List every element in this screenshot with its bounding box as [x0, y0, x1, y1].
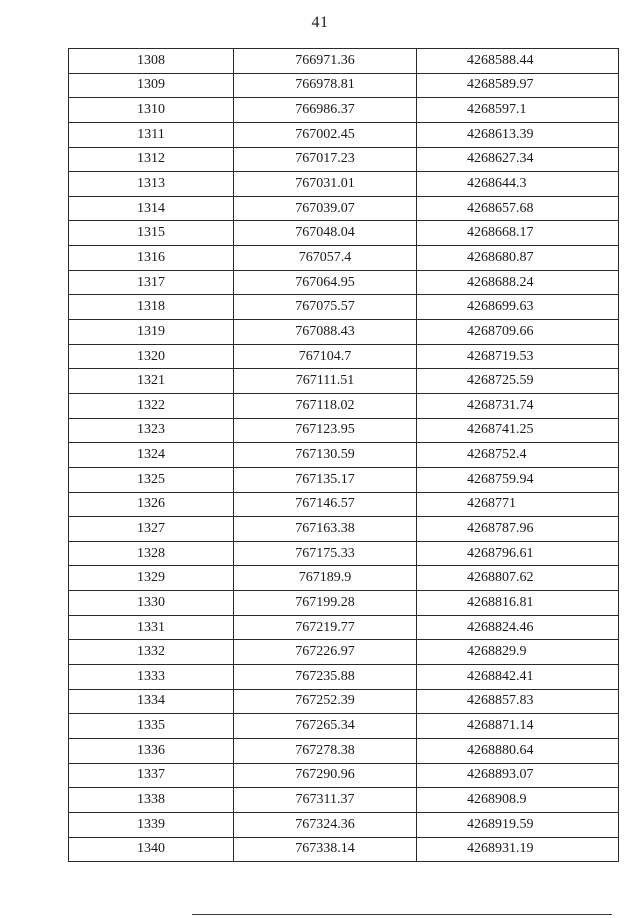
y-coordinate-cell: 4268842.41 — [417, 665, 619, 690]
y-coordinate-cell: 4268796.61 — [417, 541, 619, 566]
table-row — [69, 320, 619, 345]
x-coordinate-cell: 767265.34 — [234, 714, 417, 739]
point-number-cell: 1339 — [69, 812, 234, 837]
table-row — [69, 467, 619, 492]
x-coordinate-cell: 767048.04 — [234, 221, 417, 246]
point-number-cell: 1325 — [69, 467, 234, 492]
x-coordinate-cell: 766971.36 — [234, 49, 417, 74]
x-coordinate-cell: 767252.39 — [234, 689, 417, 714]
y-coordinate-cell: 4268824.46 — [417, 615, 619, 640]
point-number-cell: 1314 — [69, 196, 234, 221]
x-coordinate-cell: 767057.4 — [234, 246, 417, 271]
x-coordinate-cell: 767135.17 — [234, 467, 417, 492]
coordinates-table — [68, 48, 619, 862]
x-coordinate-cell: 767311.37 — [234, 788, 417, 813]
y-coordinate-cell: 4268893.07 — [417, 763, 619, 788]
table-row — [69, 714, 619, 739]
point-number-cell: 1329 — [69, 566, 234, 591]
table-row — [69, 49, 619, 74]
y-coordinate-cell: 4268644.3 — [417, 172, 619, 197]
y-coordinate-cell: 4268597.1 — [417, 98, 619, 123]
point-number-cell: 1328 — [69, 541, 234, 566]
point-number-cell: 1324 — [69, 443, 234, 468]
table-row — [69, 738, 619, 763]
point-number-cell: 1310 — [69, 98, 234, 123]
y-coordinate-cell: 4268668.17 — [417, 221, 619, 246]
point-number-cell: 1334 — [69, 689, 234, 714]
point-number-cell: 1316 — [69, 246, 234, 271]
table-row — [69, 541, 619, 566]
x-coordinate-cell: 767017.23 — [234, 147, 417, 172]
x-coordinate-cell: 767123.95 — [234, 418, 417, 443]
y-coordinate-cell: 4268771 — [417, 492, 619, 517]
y-coordinate-cell: 4268688.24 — [417, 270, 619, 295]
point-number-cell: 1335 — [69, 714, 234, 739]
table-row — [69, 344, 619, 369]
point-number-cell: 1338 — [69, 788, 234, 813]
y-coordinate-cell: 4268857.83 — [417, 689, 619, 714]
y-coordinate-cell: 4268829.9 — [417, 640, 619, 665]
y-coordinate-cell: 4268871.14 — [417, 714, 619, 739]
point-number-cell: 1333 — [69, 665, 234, 690]
x-coordinate-cell: 767031.01 — [234, 172, 417, 197]
point-number-cell: 1322 — [69, 393, 234, 418]
table-row — [69, 640, 619, 665]
table-row — [69, 172, 619, 197]
point-number-cell: 1313 — [69, 172, 234, 197]
point-number-cell: 1337 — [69, 763, 234, 788]
table-row — [69, 246, 619, 271]
y-coordinate-cell: 4268919.59 — [417, 812, 619, 837]
x-coordinate-cell: 767219.77 — [234, 615, 417, 640]
x-coordinate-cell: 767075.57 — [234, 295, 417, 320]
table-row — [69, 443, 619, 468]
y-coordinate-cell: 4268719.53 — [417, 344, 619, 369]
bottom-divider — [192, 914, 612, 915]
point-number-cell: 1308 — [69, 49, 234, 74]
y-coordinate-cell: 4268627.34 — [417, 147, 619, 172]
x-coordinate-cell: 767064.95 — [234, 270, 417, 295]
y-coordinate-cell: 4268908.9 — [417, 788, 619, 813]
table-row — [69, 196, 619, 221]
x-coordinate-cell: 767104.7 — [234, 344, 417, 369]
y-coordinate-cell: 4268880.64 — [417, 738, 619, 763]
x-coordinate-cell: 767118.02 — [234, 393, 417, 418]
table-row — [69, 147, 619, 172]
point-number-cell: 1312 — [69, 147, 234, 172]
x-coordinate-cell: 767039.07 — [234, 196, 417, 221]
point-number-cell: 1340 — [69, 837, 234, 862]
x-coordinate-cell: 767278.38 — [234, 738, 417, 763]
table-row — [69, 615, 619, 640]
y-coordinate-cell: 4268807.62 — [417, 566, 619, 591]
y-coordinate-cell: 4268752.4 — [417, 443, 619, 468]
table-row — [69, 393, 619, 418]
x-coordinate-cell: 767175.33 — [234, 541, 417, 566]
point-number-cell: 1317 — [69, 270, 234, 295]
page-number: 41 — [311, 14, 329, 31]
table-row — [69, 812, 619, 837]
x-coordinate-cell: 767199.28 — [234, 591, 417, 616]
y-coordinate-cell: 4268680.87 — [417, 246, 619, 271]
y-coordinate-cell: 4268613.39 — [417, 122, 619, 147]
x-coordinate-cell: 767226.97 — [234, 640, 417, 665]
y-coordinate-cell: 4268725.59 — [417, 369, 619, 394]
coordinates-table-body — [69, 49, 619, 862]
x-coordinate-cell: 767088.43 — [234, 320, 417, 345]
point-number-cell: 1326 — [69, 492, 234, 517]
y-coordinate-cell: 4268699.63 — [417, 295, 619, 320]
point-number-cell: 1319 — [69, 320, 234, 345]
y-coordinate-cell: 4268657.68 — [417, 196, 619, 221]
x-coordinate-cell: 767163.38 — [234, 517, 417, 542]
table-row — [69, 591, 619, 616]
x-coordinate-cell: 767235.88 — [234, 665, 417, 690]
x-coordinate-cell: 767324.36 — [234, 812, 417, 837]
y-coordinate-cell: 4268589.97 — [417, 73, 619, 98]
point-number-cell: 1320 — [69, 344, 234, 369]
y-coordinate-cell: 4268816.81 — [417, 591, 619, 616]
y-coordinate-cell: 4268588.44 — [417, 49, 619, 74]
point-number-cell: 1331 — [69, 615, 234, 640]
table-row — [69, 98, 619, 123]
y-coordinate-cell: 4268741.25 — [417, 418, 619, 443]
x-coordinate-cell: 767146.57 — [234, 492, 417, 517]
table-row — [69, 517, 619, 542]
x-coordinate-cell: 767189.9 — [234, 566, 417, 591]
y-coordinate-cell: 4268787.96 — [417, 517, 619, 542]
y-coordinate-cell: 4268931.19 — [417, 837, 619, 862]
table-row — [69, 689, 619, 714]
table-row — [69, 492, 619, 517]
table-row — [69, 788, 619, 813]
table-row — [69, 369, 619, 394]
x-coordinate-cell: 767338.14 — [234, 837, 417, 862]
table-row — [69, 837, 619, 862]
table-row — [69, 295, 619, 320]
table-row — [69, 763, 619, 788]
point-number-cell: 1309 — [69, 73, 234, 98]
y-coordinate-cell: 4268709.66 — [417, 320, 619, 345]
x-coordinate-cell: 767111.51 — [234, 369, 417, 394]
point-number-cell: 1323 — [69, 418, 234, 443]
table-row — [69, 122, 619, 147]
point-number-cell: 1336 — [69, 738, 234, 763]
table-row — [69, 566, 619, 591]
point-number-cell: 1311 — [69, 122, 234, 147]
table-row — [69, 665, 619, 690]
point-number-cell: 1332 — [69, 640, 234, 665]
x-coordinate-cell: 767002.45 — [234, 122, 417, 147]
point-number-cell: 1330 — [69, 591, 234, 616]
point-number-cell: 1327 — [69, 517, 234, 542]
table-row — [69, 418, 619, 443]
x-coordinate-cell: 767130.59 — [234, 443, 417, 468]
point-number-cell: 1315 — [69, 221, 234, 246]
y-coordinate-cell: 4268759.94 — [417, 467, 619, 492]
table-row — [69, 270, 619, 295]
point-number-cell: 1321 — [69, 369, 234, 394]
x-coordinate-cell: 767290.96 — [234, 763, 417, 788]
y-coordinate-cell: 4268731.74 — [417, 393, 619, 418]
x-coordinate-cell: 766978.81 — [234, 73, 417, 98]
point-number-cell: 1318 — [69, 295, 234, 320]
x-coordinate-cell: 766986.37 — [234, 98, 417, 123]
table-row — [69, 221, 619, 246]
table-row — [69, 73, 619, 98]
